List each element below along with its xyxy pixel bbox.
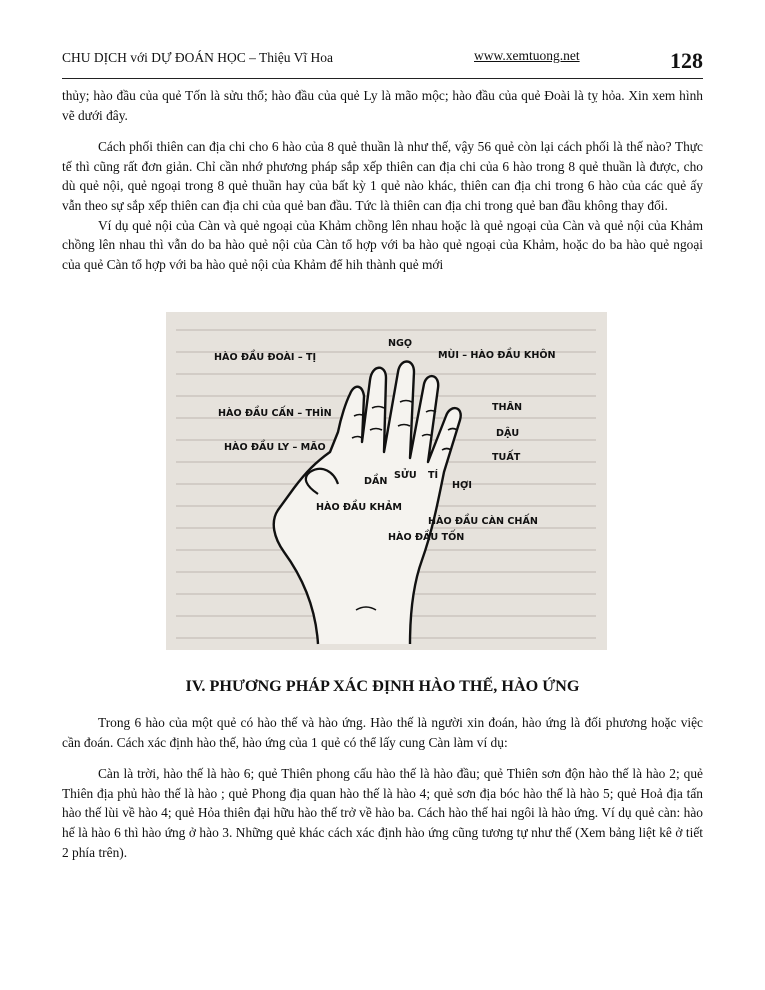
label-than: THÂN — [492, 402, 523, 413]
label-canchan: HÀO ĐẦU CÀN CHẤN — [428, 516, 538, 527]
book-title: CHU DỊCH với DỰ ĐOÁN HỌC – Thiệu Vĩ Hoa — [62, 50, 333, 65]
label-can-thin: HÀO ĐẦU CẤN – THÌN — [218, 408, 332, 419]
page-header — [62, 44, 703, 79]
paragraph: Ví dụ quẻ nội của Càn và quẻ ngoại của Khảm chồng lên nhau hoặc là quẻ ngoại của Càn và quẻ nội của Khảm chồng lên nhau thì vẫn do ba hào quẻ nội của Càn tổ hợp với ba hào quẻ ngoại của Khảm, hoặc do ba hào quẻ ngoại của quẻ Càn tổ hợp với ba hào quẻ nội của Khảm để hih thành quẻ mới — [62, 217, 703, 272]
label-khon: MÙI – HÀO ĐẦU KHÔN — [438, 350, 556, 361]
paragraph: Cách phối thiên can địa chi cho 6 hào của 8 quẻ thuần là như thế, vậy 56 quẻ còn lại cách phối là thế nào? Thực tế thì cũng rất đơn giản. Chỉ cần nhớ phương pháp sắp xếp thiên can địa chi của 6 hào trong 8 quẻ thuần là được, cho dù quẻ nội, quẻ ngoại trong 8 quẻ thuần hay của bất kỳ 1 quẻ nào khác, thiên can địa chi trong 6 hào của các quẻ ấy vẫn theo sự sắp xếp thiên can địa chi của quẻ ban đầu. Tức là thiên can địa chi trong quẻ ban đầu không thay đổi. — [62, 139, 703, 213]
label-khahm — [316, 499, 402, 513]
body-text-top — [62, 86, 703, 274]
page-number: 128 — [670, 48, 703, 73]
label-dan: DẦN — [364, 476, 388, 487]
label-ly: HÀO ĐẦU LY – MÃO — [224, 442, 326, 453]
label-ngo: NGỌ — [388, 338, 413, 349]
paragraph: thủy; hào đầu của quẻ Tốn là sửu thổ; hào đầu của quẻ Ly là mão mộc; hào đầu của quẻ Đoài là tỵ hỏa. Xin xem hình vẽ dưới đây. — [62, 88, 703, 123]
section-heading: IV. PHƯƠNG PHÁP XÁC ĐỊNH HÀO THẾ, HÀO ỨNG — [185, 677, 580, 695]
label-doai: HÀO ĐẦU ĐOÀI – TỊ — [214, 352, 317, 363]
label-suu: SỬU — [394, 470, 417, 481]
label-hoi: HỢI — [452, 480, 472, 491]
paragraph: Trong 6 hào của một quẻ có hào thế và hào ứng. Hào thế là người xin đoán, hào ứng là đối phương hoặc việc cần đoán. Cách xác định hào thế, hào ứng của 1 quẻ có thể lấy cung Càn làm ví dụ: — [62, 715, 703, 750]
label-khahm-text: HÀO ĐẦU KHẢM — [316, 502, 402, 513]
website-link[interactable]: www.xemtuong.net — [474, 48, 580, 63]
hand-diagram — [166, 312, 607, 650]
label-ti: TÍ — [428, 470, 439, 481]
label-tuat: TUẤT — [492, 452, 521, 463]
paragraph: Càn là trời, hào thế là hào 6; quẻ Thiên phong cấu hào thế là hào đầu; quẻ Thiên sơn độn hào thế là hào 2; quẻ Thiên địa phủ hào thế là hào ; quẻ Phong địa quan hào thế là hào 4; quẻ sơn địa bóc hào thế là hào 5; quẻ Hoả địa tấn hào thế lùi về hào 4; quẻ Hỏa thiên đại hữu hào thế trở về hào ba. Cách hào thế hai ngôi là hào ứng. Ví dụ quẻ càn: hào hế là hào 6 thì hào ứng ở hào 3. Những quẻ khác cách xác định hào ứng cũng tương tự như thế (Xem bảng liệt kê ở tiết 2 phía trên). — [62, 766, 703, 860]
body-text-bottom — [62, 713, 703, 862]
hand-diagram-figure — [166, 312, 607, 650]
label-dau: DẬU — [496, 428, 520, 439]
label-ton: HÀO ĐẦU TỐN — [388, 532, 465, 543]
